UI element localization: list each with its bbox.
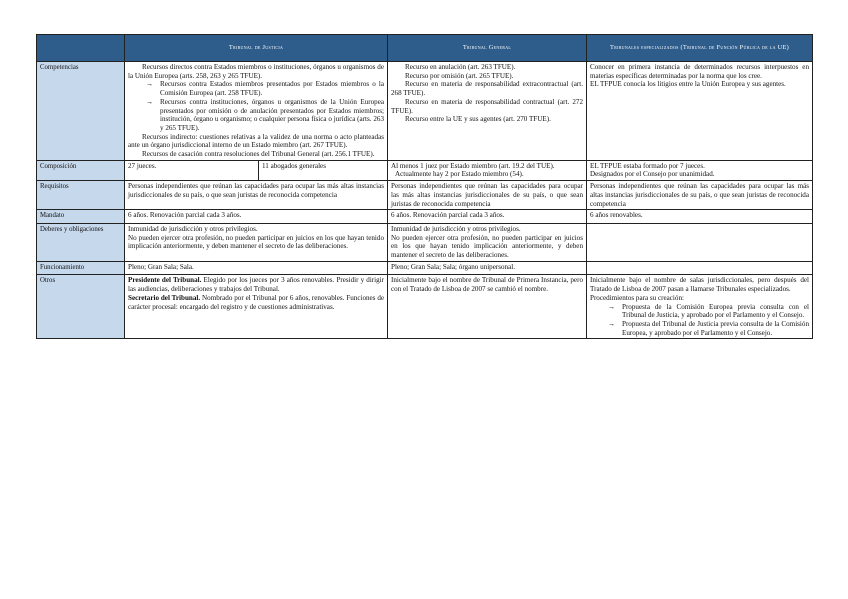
- text: Nombrado por el Tribunal por 6 años, renovables. Funciones de carácter procesal: encargado del registro y de cuestiones administrativas.: [128, 293, 385, 311]
- cell-otros-tg: Inicialmente bajo el nombre de Tribunal de Primera Instancia, pero con el Tratado de Lisboa de 2007 se cambió el nombre.: [388, 275, 587, 339]
- row-requisitos: [37, 181, 813, 210]
- text: Inmunidad de jurisdicción y otros privilegios.: [128, 224, 258, 233]
- cell-funcionamiento-te: [587, 261, 813, 275]
- text: Propuesta del Tribunal de Justicia previa consulta de la Comisión Europea, y aprobado por el Parlamento y el Consejo.: [622, 319, 809, 337]
- arrow-icon: →: [146, 80, 154, 89]
- text: Propuesta de la Comisión Europea previa consulta con el Tribunal de Justicia, y aprobado por el Parlamento y el Consejo.: [622, 302, 809, 320]
- text: Recursos contra instituciones, órganos u organismos de la Unión Europea presentados por omisión o de anulación presentados por Estados miembros; institución, órgano u organismo; o cualquier persona física o jurídica (arts. 263 y 265 TFUE).: [160, 97, 384, 132]
- text: EL TFPUE estaba formado por 7 jueces.: [590, 161, 705, 170]
- arrow-item: [128, 80, 384, 97]
- row-label-competencias: Competencias: [37, 62, 125, 161]
- row-label-mandato: Mandato: [37, 210, 125, 224]
- cell-competencias-tj: [125, 62, 388, 161]
- arrow-icon: →: [608, 302, 616, 311]
- text: EL TFPUE conocía los litigios entre la Unión Europea y sus agentes.: [590, 80, 786, 89]
- cell-deberes-tj: [125, 223, 388, 261]
- arrow-item: [128, 98, 384, 133]
- text: Recurso en materia de responsabilidad extracontractual (art. 268 TFUE).: [391, 80, 583, 98]
- text: No pueden ejercer otra profesión, no pueden participar en juicios en los que hayan tenido implicación anteriormente, y deben mantener el secreto de las deliberaciones.: [391, 233, 583, 260]
- cell-composicion-tg: [388, 160, 587, 180]
- text: Al menos 1 juez por Estado miembro (art. 19.2 del TUE).: [391, 161, 555, 170]
- cell-composicion-te: [587, 160, 813, 180]
- header-tribunal-general: Tribunal General: [388, 35, 587, 62]
- text: [128, 294, 384, 311]
- text: Designados por el Consejo por unanimidad.: [590, 170, 715, 179]
- text: Recursos de casación contra resoluciones del Tribunal General (art. 256.1 TFUE).: [142, 150, 375, 159]
- header-tribunal-justicia: Tribunal de Justicia: [125, 35, 388, 62]
- text: Elegido por los jueces por 3 años renovables. Presidir y dirigir las audiencias, deliberaciones y trabajos del Tribunal.: [128, 276, 385, 294]
- row-competencias: [37, 62, 813, 161]
- arrow-item: [590, 303, 809, 320]
- cell-otros-tj: [125, 275, 388, 339]
- cell-mandato-tj: 6 años. Renovación parcial cada 3 años.: [125, 210, 388, 224]
- cell-funcionamiento-tj: Pleno; Gran Sala; Sala.: [125, 261, 388, 275]
- text: Inicialmente bajo el nombre de salas jurisdiccionales, pero después del Tratado de Lisboa de 2007 pasan a llamarse Tribunales especializados.: [590, 276, 809, 294]
- cell-mandato-te: 6 años renovables.: [587, 210, 813, 224]
- row-otros: [37, 275, 813, 339]
- row-label-otros: Otros: [37, 275, 125, 339]
- row-label-deberes: Deberes y obligaciones: [37, 223, 125, 261]
- text: Procedimientos para su creación:: [590, 293, 684, 302]
- text: Recursos indirecto: cuestiones relativas a la validez de una norma o acto planteadas ante un órgano jurisdiccional interno de un Estado miembro (art. 267 TFUE).: [128, 132, 384, 150]
- row-mandato: [37, 210, 813, 224]
- header-row: [37, 35, 813, 62]
- header-corner: [37, 35, 125, 62]
- text: Recursos contra Estados miembros presentados por Estados miembros o la Comisión Europea (art. 258 TFUE).: [160, 80, 384, 98]
- cell-mandato-tg: 6 años. Renovación parcial cada 3 años.: [388, 210, 587, 224]
- cell-competencias-tg: [388, 62, 587, 161]
- row-label-requisitos: Requisitos: [37, 181, 125, 210]
- text: Inmunidad de jurisdicción y otros privilegios.: [391, 224, 521, 233]
- text: Recurso por omisión (art. 265 TFUE).: [405, 71, 514, 80]
- arrow-item: [590, 320, 809, 337]
- row-deberes: [37, 223, 813, 261]
- presidente-label: Presidente del Tribunal.: [128, 276, 202, 285]
- text: Recurso en anulación (art. 263 TFUE).: [405, 63, 516, 71]
- cell-otros-te: [587, 275, 813, 339]
- text: [128, 276, 384, 293]
- cell-requisitos-te: Personas independientes que reúnan las capacidades para ocupar las más altas instancias jurisdiccionales de su país, o que sean juristas de reconocida competencia: [587, 181, 813, 210]
- row-funcionamiento: [37, 261, 813, 275]
- cell-requisitos-tj: Personas independientes que reúnan las capacidades para ocupar las más altas instancias jurisdiccionales de su país, o que sean juristas de reconocida competencia: [125, 181, 388, 210]
- text: Recurso en materia de responsabilidad contractual (art. 272 TFUE).: [391, 97, 583, 115]
- text: No pueden ejercer otra profesión, no pueden participar en juicios en los que hayan tenido implicación anteriormente, y deben mantener el secreto de las deliberaciones.: [128, 233, 384, 251]
- cell-deberes-tg: [388, 223, 587, 261]
- comparison-table: [36, 34, 813, 339]
- secretario-label: Secretario del Tribunal.: [128, 293, 201, 302]
- cell-requisitos-tg: Personas independientes que reúnan las capacidades para ocupar las más altas instancias jurisdiccionales de su país, o que sean juristas de reconocida competencia: [388, 181, 587, 210]
- text: Actualmente hay 2 por Estado miembro (54).: [395, 170, 524, 179]
- cell-deberes-te: [587, 223, 813, 261]
- arrow-icon: →: [608, 319, 616, 328]
- header-tribunales-especializados: Tribunales especializados (Tribunal de Función Pública de la UE): [587, 35, 813, 62]
- text: Recursos directos contra Estados miembros o instituciones, órganos u organismos de la Unión Europea (arts. 258, 263 y 265 TFUE).: [128, 63, 384, 80]
- cell-composicion-tj-jueces: 27 jueces.: [125, 160, 259, 180]
- row-composicion: [37, 160, 813, 180]
- cell-funcionamiento-tg: Pleno; Gran Sala; Sala; órgano unipersonal.: [388, 261, 587, 275]
- cell-composicion-tj-abogados: 11 abogados generales: [259, 160, 388, 180]
- row-label-composicion: Composición: [37, 160, 125, 180]
- cell-competencias-te: [587, 62, 813, 161]
- text: Conocer en primera instancia de determinados recursos interpuestos en materias específicas determinadas por la norma que los cree.: [590, 63, 809, 80]
- row-label-funcionamiento: Funcionamiento: [37, 261, 125, 275]
- text: Recurso entre la UE y sus agentes (art. 270 TFUE).: [405, 115, 551, 124]
- arrow-icon: →: [146, 97, 154, 106]
